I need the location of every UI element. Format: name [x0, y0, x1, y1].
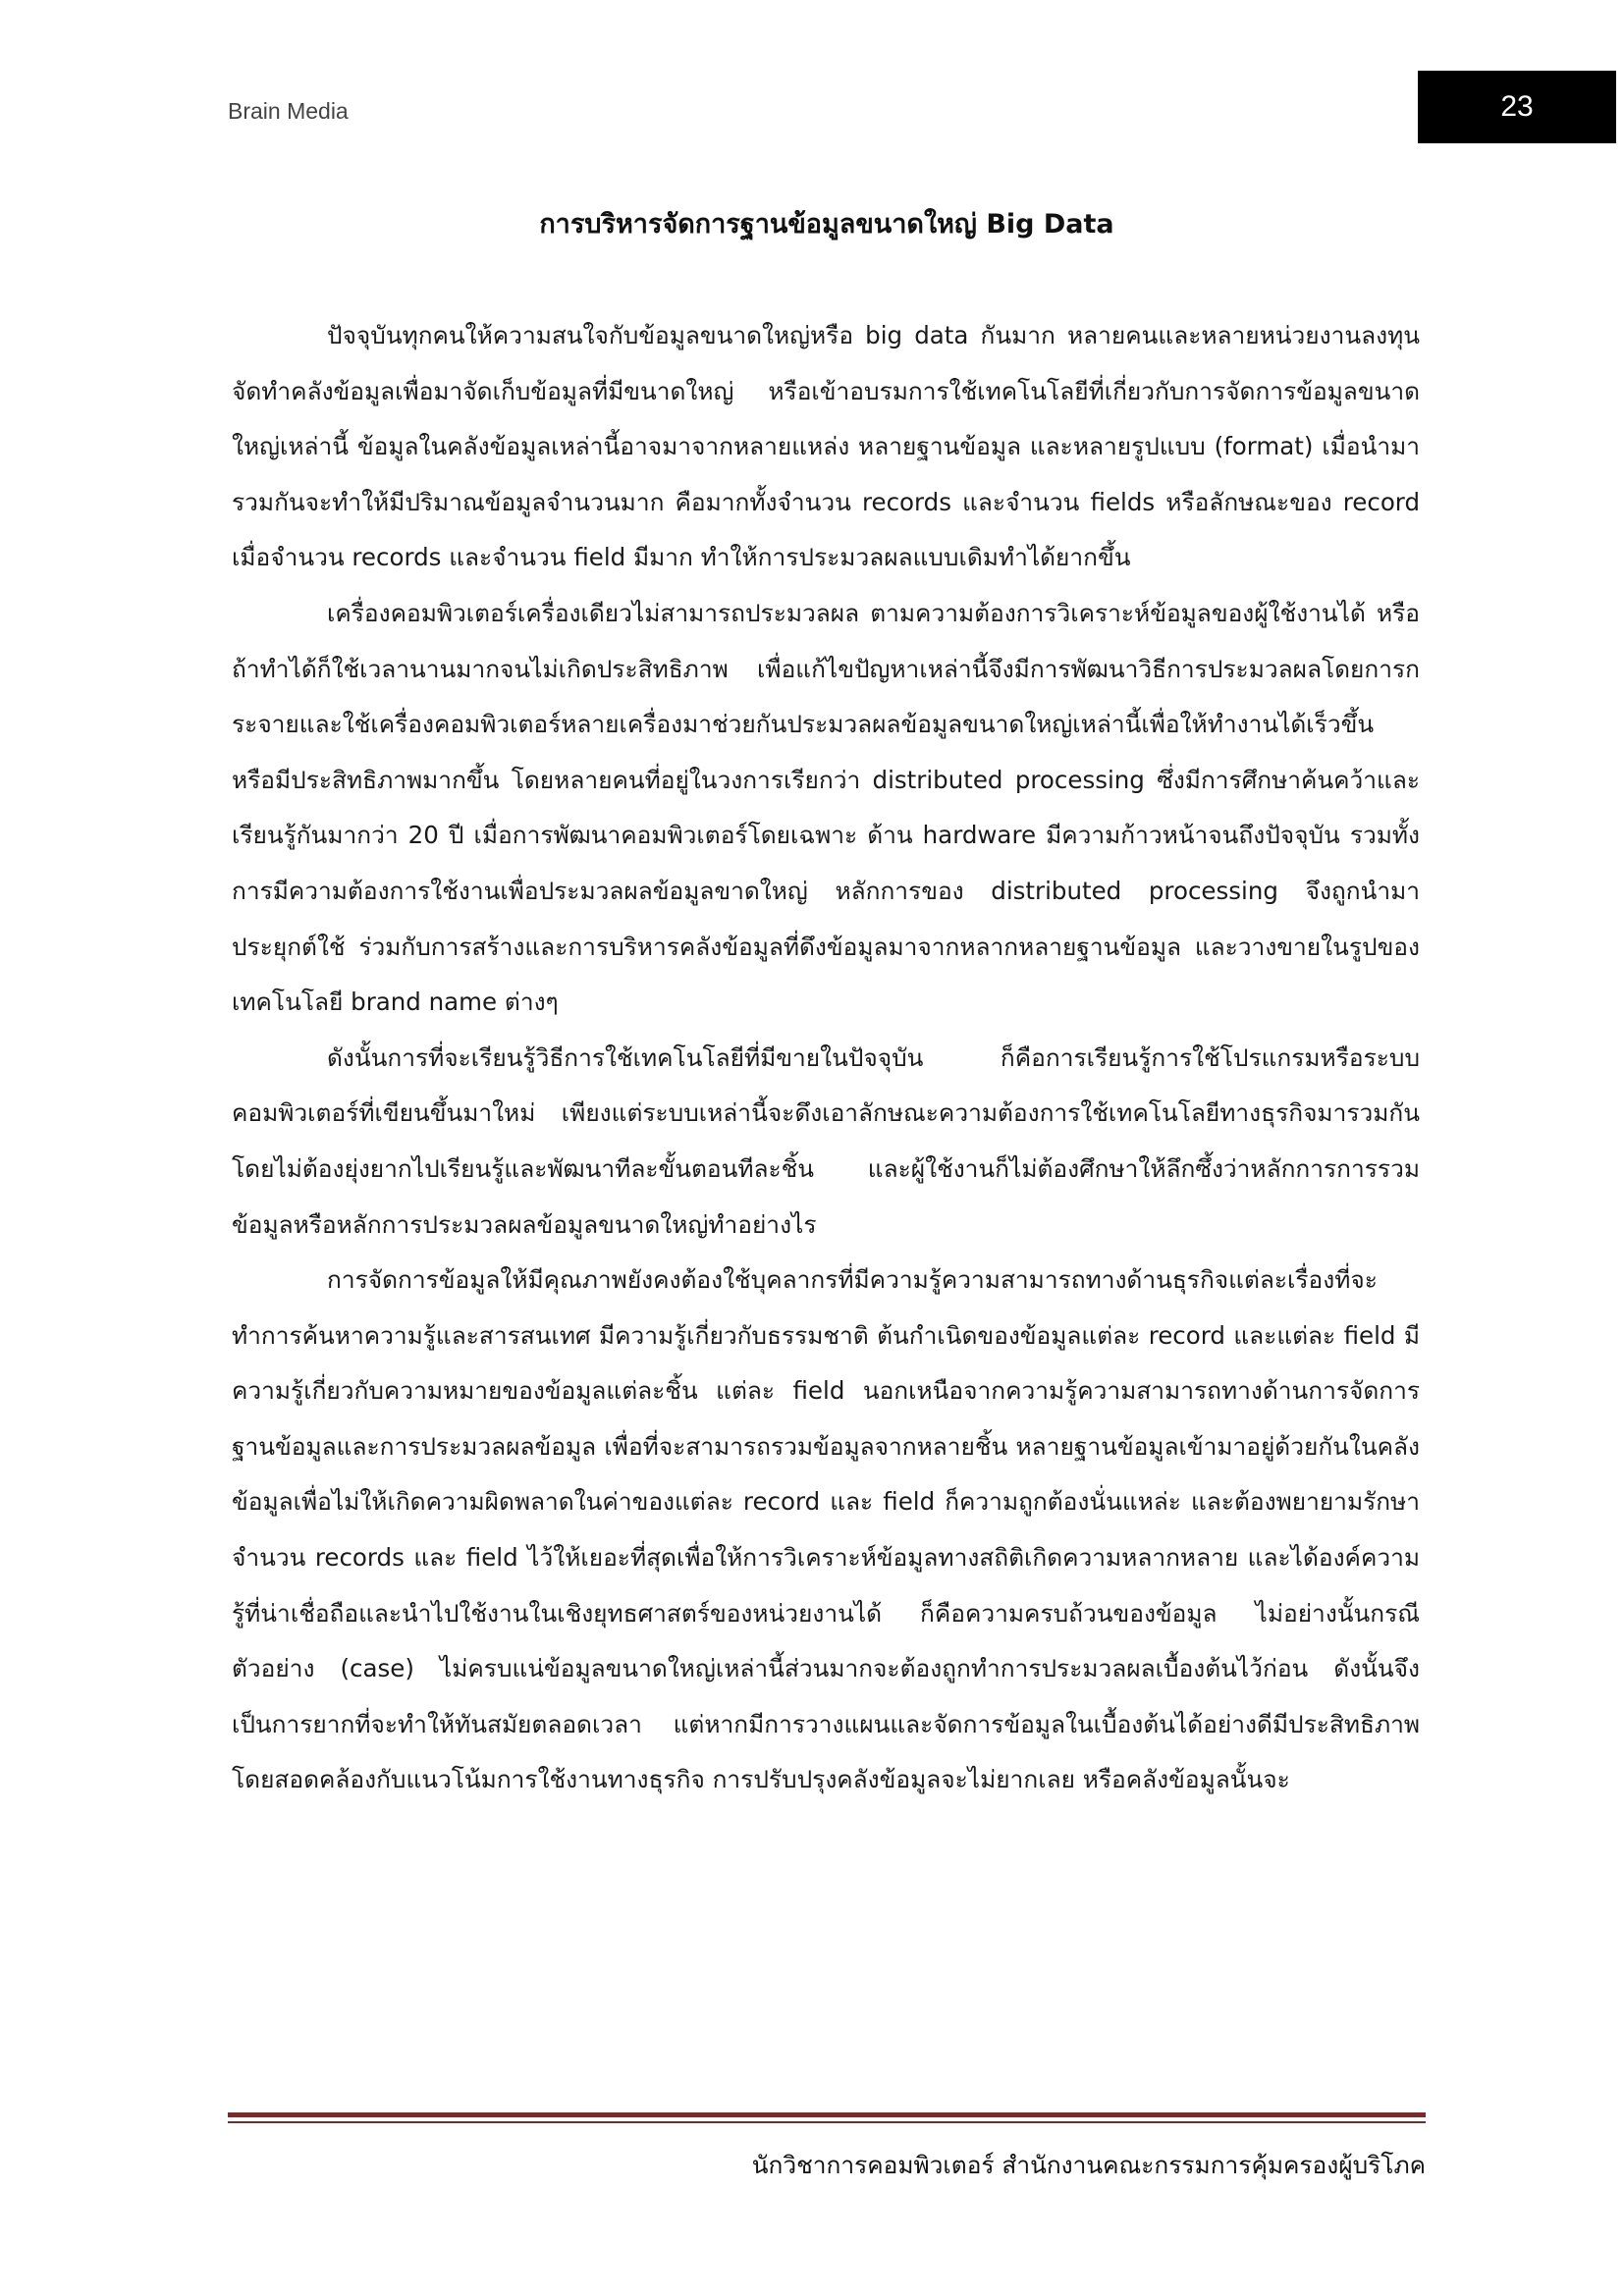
body-paragraph: ดังนั้นการที่จะเรียนรู้วิธีการใช้เทคโนโลยีที่มีขายในปัจจุบัน ก็คือการเรียนรู้การใช้โปรแกรมหรือระบบคอมพิวเตอร์ที่เขียนขึ้นมาใหม่ เพียงแต่ระบบเหล่านี้จะดึงเอาลักษณะความต้องการใช้เทคโนโลยีทางธุรกิจมารวมกันโดยไม่ต้องยุ่งยากไปเรียนรู้และพัฒนาทีละขั้นตอนทีละชิ้น และผู้ใช้งานก็ไม่ต้องศึกษาให้ลึกซึ้งว่าหลักการการรวมข้อมูลหรือหลักการประมวลผลข้อมูลขนาดใหญ่ทำอย่างไร — [232, 1042, 1420, 1239]
body-paragraph: เครื่องคอมพิวเตอร์เครื่องเดียวไม่สามารถประมวลผล ตามความต้องการวิเคราะห์ข้อมูลของผู้ใช้งานได้ หรือถ้าทำได้ก็ใช้เวลานานมากจนไม่เกิดประสิทธิภาพ เพื่อแก้ไขปัญหาเหล่านี้จึงมีการพัฒนาวิธีการประมวลผลโดยการกระจายและใช้เครื่องคอมพิวเตอร์หลายเครื่องมาช่วยกันประมวลผลข้อมูลขนาดใหญ่เหล่านี้เพื่อให้ทำงานได้เร็วขึ้น หรือมีประสิทธิภาพมากขึ้น โดยหลายคนที่อยู่ในวงการเรียกว่า distributed processing ซึ่งมีการศึกษาค้นคว้าและเรียนรู้กันมากว่า 20 ปี เมื่อการพัฒนาคอมพิวเตอร์โดยเฉพาะ ด้าน hardware มีความก้าวหน้าจนถึงปัจจุบัน รวมทั้งการมีความต้องการใช้งานเพื่อประมวลผลข้อมูลขาดใหญ่ หลักการของ distributed processing จึงถูกนำมาประยุกต์ใช้ ร่วมกับการสร้างและการบริหารคลังข้อมูลที่ดึงข้อมูลมาจากหลากหลายฐานข้อมูล และวางขายในรูปของเทคโนโลยี brand name ต่างๆ — [232, 598, 1420, 1017]
body-paragraph: ปัจจุบันทุกคนให้ความสนใจกับข้อมูลขนาดใหญ่หรือ big data กันมาก หลายคนและหลายหน่วยงานลงทุนจัดทำคลังข้อมูลเพื่อมาจัดเก็บข้อมูลที่มีขนาดใหญ่ หรือเข้าอบรมการใช้เทคโนโลยีที่เกี่ยวกับการจัดการข้อมูลขนาดใหญ่เหล่านี้ ข้อมูลในคลังข้อมูลเหล่านี้อาจมาจากหลายแหล่ง หลายฐานข้อมูล และหลายรูปแบบ (format) เมื่อนำมารวมกันจะทำให้มีปริมาณข้อมูลจำนวนมาก คือมากทั้งจำนวน records และจำนวน fields หรือลักษณะของ record เมื่อจำนวน records และจำนวน field มีมาก ทำให้การประมวลผลแบบเดิมทำได้ยากขึ้น — [232, 321, 1420, 572]
footer-divider-thin — [228, 2121, 1426, 2123]
document-body — [232, 308, 1420, 1808]
footer-affiliation: นักวิชาการคอมพิวเตอร์ สำนักงานคณะกรรมการคุ้มครองผู้บริโภค — [751, 2151, 1426, 2179]
running-header: Brain Media — [228, 98, 349, 124]
body-paragraph: การจัดการข้อมูลให้มีคุณภาพยังคงต้องใช้บุคลากรที่มีความรู้ความสามารถทางด้านธุรกิจแต่ละเรื่องที่จะทำการค้นหาความรู้และสารสนเทศ มีความรู้เกี่ยวกับธรรมชาติ ต้นกำเนิดของข้อมูลแต่ละ record และแต่ละ field มีความรู้เกี่ยวกับความหมายของข้อมูลแต่ละชิ้น แต่ละ field นอกเหนือจากความรู้ความสามารถทางด้านการจัดการฐานข้อมูลและการประมวลผลข้อมูล เพื่อที่จะสามารถรวมข้อมูลจากหลายชิ้น หลายฐานข้อมูลเข้ามาอยู่ด้วยกันในคลังข้อมูลเพื่อไม่ให้เกิดความผิดพลาดในค่าของแต่ละ record และ field ก็ความถูกต้องนั่นแหล่ะ และต้องพยายามรักษาจำนวน records และ field ไว้ให้เยอะที่สุดเพื่อให้การวิเคราะห์ข้อมูลทางสถิติเกิดความหลากหลาย และได้องค์ความรู้ที่น่าเชื่อถือและนำไปใช้งานในเชิงยุทธศาสตร์ของหน่วยงานได้ ก็คือความครบถ้วนของข้อมูล ไม่อย่างนั้นกรณีตัวอย่าง (case) ไม่ครบแน่ข้อมูลขนาดใหญ่เหล่านี้ส่วนมากจะต้องถูกทำการประมวลผลเบื้องต้นไว้ก่อน ดังนั้นจึงเป็นการยากที่จะทำให้ทันสมัยตลอดเวลา แต่หากมีการวางแผนและจัดการข้อมูลในเบื้องต้นได้อย่างดีมีประสิทธิภาพโดยสอดคล้องกับแนวโน้มการใช้งานทางธุรกิจ การปรับปรุงคลังข้อมูลจะไม่ยากเลย หรือคลังข้อมูลนั้นจะ — [232, 1265, 1420, 1794]
footer-divider — [228, 2112, 1426, 2117]
page-number-tab: 23 — [1418, 71, 1616, 143]
page-title: การบริหารจัดการฐานข้อมูลขนาดใหญ่ Big Data — [539, 209, 1114, 240]
